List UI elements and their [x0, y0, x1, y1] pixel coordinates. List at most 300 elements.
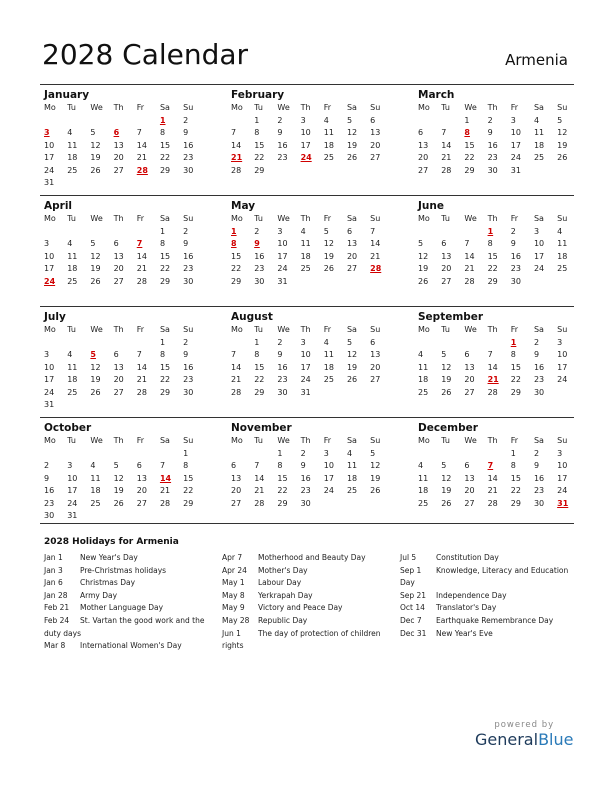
day-cell: 19	[346, 140, 358, 150]
weekday-header: Mo	[418, 103, 430, 112]
weekday-header: We	[277, 436, 290, 445]
day-cell: 6	[346, 226, 353, 236]
empty-cell	[416, 337, 439, 350]
empty-cell	[416, 226, 439, 239]
weekday-header: Su	[183, 214, 194, 223]
weekday-header: Sa	[159, 436, 170, 445]
holiday-date: May 28	[222, 615, 250, 625]
holiday-name: New Year's Day	[80, 553, 138, 562]
day-cell: 1	[464, 115, 470, 125]
day-cell: 4	[90, 461, 96, 470]
holiday-name: The day of protection of children rights	[222, 628, 381, 651]
month-name: August	[231, 311, 273, 323]
weekday-header: Fr	[510, 325, 519, 334]
weekday-header: Fr	[136, 325, 145, 334]
day-cell: 20	[370, 362, 381, 372]
day-cell: 17	[557, 362, 568, 372]
empty-cell	[88, 226, 111, 239]
day-cell: 26	[370, 486, 381, 495]
day-cell: 16	[183, 140, 194, 150]
day-cell: 17	[277, 251, 288, 261]
holiday-date: Feb 21	[44, 603, 70, 613]
holiday-name: International Women's Day	[80, 641, 182, 651]
day-cell: 31	[300, 387, 311, 397]
day-cell: 2	[533, 448, 540, 458]
day-cell: 24	[533, 264, 545, 273]
weekday-header: Tu	[441, 103, 450, 112]
day-cell: 27	[136, 498, 147, 508]
day-cell: 4	[533, 115, 540, 125]
day-cell: 3	[300, 337, 306, 347]
weekday-header: Fr	[323, 103, 332, 112]
day-cell: 14	[136, 251, 147, 261]
day-cell: 1	[254, 115, 260, 125]
holiday-item	[44, 602, 209, 615]
day-cell: 27	[441, 276, 452, 286]
day-cell: 21	[464, 264, 475, 273]
holiday-date: Dec 7	[400, 615, 422, 625]
weekday-header: Th	[113, 325, 124, 334]
weekday-header: Th	[300, 325, 311, 334]
empty-cell	[65, 115, 88, 128]
weekday-header: Su	[370, 103, 381, 112]
day-cell: 4	[557, 226, 563, 236]
day-cell: 28	[441, 165, 452, 175]
weekday-header: Mo	[231, 325, 243, 334]
day-cell: 16	[533, 362, 545, 372]
holiday-item	[222, 552, 387, 565]
day-cell: 10	[510, 128, 521, 137]
day-cell: 23	[510, 264, 521, 273]
day-cell: 15	[510, 362, 521, 372]
day-cell: 12	[113, 473, 124, 483]
holiday-date: Sep 1	[400, 565, 422, 575]
day-cell: 17	[300, 140, 311, 150]
day-cell: 27	[113, 165, 124, 175]
day-cell: 5	[441, 461, 447, 470]
holiday-date: Apr 7	[222, 553, 243, 562]
day-cell: 2	[533, 337, 540, 347]
weekday-header: Tu	[441, 214, 450, 223]
day-cell: 2	[300, 448, 306, 458]
weekday-header: Mo	[44, 214, 56, 223]
day-cell: 16	[533, 473, 545, 483]
day-cell: 8	[159, 128, 166, 137]
weekday-header: Sa	[159, 214, 170, 223]
day-cell: 7	[231, 350, 237, 359]
day-cell: 28	[487, 498, 498, 508]
day-cell: 24	[300, 375, 311, 384]
day-cell: 20	[346, 251, 358, 261]
day-cell: 3	[323, 448, 329, 458]
weekday-header: Fr	[136, 214, 145, 223]
empty-cell	[88, 448, 111, 461]
day-cell: 3	[557, 448, 563, 458]
day-cell: 26	[557, 153, 568, 162]
weekday-header: Sa	[533, 436, 544, 445]
day-cell: 27	[231, 498, 242, 508]
day-cell: 1	[159, 226, 166, 236]
weekday-header: Th	[487, 436, 498, 445]
day-cell: 14	[254, 473, 265, 483]
holiday-name: New Year's Eve	[436, 628, 493, 638]
day-cell: 19	[557, 140, 568, 150]
day-cell: 17	[44, 375, 55, 384]
day-cell: 15	[254, 140, 265, 150]
weekday-header: Sa	[346, 436, 357, 445]
day-cell: 12	[90, 251, 101, 261]
month-row	[40, 417, 574, 528]
month-row	[40, 306, 574, 417]
month-name: October	[44, 422, 92, 434]
empty-cell	[416, 448, 439, 461]
day-cell: 26	[418, 276, 429, 286]
day-cell: 15	[254, 362, 265, 372]
holiday-name: Mother's Day	[258, 565, 308, 575]
day-cell: 28	[136, 387, 147, 397]
day-cell: 20	[136, 486, 147, 495]
day-cell: 26	[441, 498, 452, 508]
day-cell: 19	[370, 473, 381, 483]
day-cell: 26	[346, 153, 358, 162]
holiday-item	[44, 590, 209, 603]
day-cell: 15	[487, 251, 498, 261]
holiday-name: Knowledge, Literacy and Education Day	[400, 565, 569, 588]
month-name: July	[44, 311, 66, 323]
weekday-header: Mo	[44, 103, 56, 112]
day-cell: 8	[510, 461, 516, 470]
weekday-header: Th	[300, 214, 311, 223]
day-cell: 30	[44, 511, 55, 520]
day-cell: 29	[254, 387, 265, 397]
holiday-item	[400, 565, 575, 590]
day-cell: 25	[323, 153, 334, 162]
weekday-header: Th	[300, 103, 311, 112]
holiday-date: Feb 24	[44, 615, 70, 625]
day-cell: 7	[231, 128, 237, 137]
day-cell: 18	[418, 375, 429, 384]
holiday-day-cell: 1	[487, 226, 494, 236]
day-cell: 3	[67, 461, 73, 470]
day-cell: 2	[277, 115, 283, 125]
weekday-header: Th	[487, 103, 498, 112]
day-cell: 16	[183, 362, 194, 372]
day-cell: 29	[510, 498, 521, 508]
weekday-header: We	[90, 436, 103, 445]
weekday-header: Sa	[533, 214, 544, 223]
day-cell: 2	[183, 115, 189, 125]
day-cell: 8	[254, 350, 260, 359]
empty-cell	[42, 115, 65, 128]
day-cell: 6	[370, 115, 376, 125]
empty-cell	[135, 226, 158, 239]
month-name: November	[231, 422, 292, 434]
day-cell: 3	[44, 350, 50, 359]
day-cell: 21	[231, 375, 242, 384]
day-cell: 20	[113, 264, 124, 273]
day-cell: 9	[277, 128, 283, 137]
day-cell: 27	[113, 276, 124, 286]
day-cell: 14	[370, 239, 381, 248]
weekday-header: Su	[183, 325, 194, 334]
holiday-day-cell: 7	[487, 461, 494, 470]
day-cell: 16	[487, 140, 498, 150]
weekday-header: Sa	[159, 103, 170, 112]
holiday-name: Pre-Christmas holidays	[80, 565, 167, 575]
day-cell: 11	[557, 239, 568, 248]
month-march	[414, 85, 574, 195]
day-cell: 24	[67, 498, 78, 508]
day-cell: 16	[277, 362, 288, 372]
day-cell: 29	[159, 165, 171, 175]
month-september	[414, 307, 574, 417]
day-cell: 22	[510, 375, 521, 384]
weekday-header: Su	[370, 214, 381, 223]
day-cell: 5	[323, 226, 329, 236]
day-cell: 6	[136, 461, 142, 470]
day-cell: 25	[67, 165, 78, 175]
day-cell: 15	[159, 140, 171, 150]
empty-cell	[65, 226, 88, 239]
weekday-header: Th	[113, 214, 124, 223]
day-cell: 5	[418, 239, 424, 248]
day-cell: 12	[441, 362, 452, 372]
day-cell: 11	[418, 473, 429, 483]
weekday-header: Sa	[346, 325, 357, 334]
month-december	[414, 418, 574, 528]
day-cell: 9	[487, 128, 493, 137]
holiday-column	[44, 552, 209, 653]
holiday-date: Jun 1	[222, 628, 241, 638]
day-cell: 10	[557, 461, 568, 470]
weekday-header: Mo	[231, 214, 243, 223]
day-cell: 31	[277, 276, 288, 286]
day-cell: 19	[441, 375, 452, 384]
weekday-header: Tu	[441, 436, 450, 445]
weekday-header: Su	[557, 103, 568, 112]
weekday-header: Tu	[254, 103, 263, 112]
day-cell: 26	[441, 387, 452, 397]
day-cell: 8	[183, 461, 189, 470]
day-cell: 23	[254, 264, 265, 273]
day-cell: 5	[370, 448, 376, 458]
month-november	[227, 418, 387, 528]
day-cell: 25	[418, 387, 429, 397]
day-cell: 9	[533, 461, 540, 470]
day-cell: 23	[183, 375, 194, 384]
day-cell: 6	[441, 239, 447, 248]
weekday-header: Th	[487, 214, 498, 223]
day-cell: 29	[231, 276, 242, 286]
weekday-header: We	[277, 325, 290, 334]
day-cell: 31	[510, 165, 521, 175]
holiday-name: Translator's Day	[436, 603, 497, 613]
weekday-header: Fr	[136, 436, 145, 445]
day-cell: 27	[370, 153, 381, 162]
day-cell: 9	[510, 239, 516, 248]
empty-cell	[112, 448, 135, 461]
holiday-day-cell: 24	[44, 276, 56, 286]
month-may	[227, 196, 387, 306]
holiday-day-cell: 21	[487, 375, 499, 384]
day-cell: 13	[418, 140, 429, 150]
day-cell: 25	[418, 498, 429, 508]
day-cell: 3	[557, 337, 563, 347]
holiday-date: Apr 24	[222, 565, 247, 575]
day-cell: 20	[418, 153, 429, 162]
empty-cell	[252, 448, 275, 461]
day-cell: 3	[300, 115, 306, 125]
holiday-name: Earthquake Remembrance Day	[436, 615, 554, 625]
day-cell: 5	[557, 115, 563, 125]
day-cell: 18	[323, 362, 334, 372]
weekday-header: Sa	[346, 214, 357, 223]
day-cell: 18	[557, 251, 568, 261]
day-cell: 15	[231, 251, 242, 261]
day-cell: 25	[67, 276, 78, 286]
month-august	[227, 307, 387, 417]
brand-blue: Blue	[538, 730, 574, 749]
weekday-header: Fr	[323, 214, 332, 223]
empty-cell	[229, 115, 252, 128]
day-cell: 27	[464, 498, 475, 508]
holiday-day-cell: 1	[231, 226, 237, 236]
day-cell: 9	[183, 128, 189, 137]
weekday-header: Mo	[231, 436, 243, 445]
empty-cell	[42, 226, 65, 239]
empty-cell	[486, 337, 509, 350]
empty-cell	[462, 226, 485, 239]
weekday-header: We	[464, 214, 477, 223]
month-june	[414, 196, 574, 306]
day-cell: 24	[44, 165, 55, 175]
day-cell: 7	[159, 461, 166, 470]
day-cell: 12	[90, 140, 101, 150]
holiday-item	[44, 640, 209, 653]
day-cell: 2	[510, 226, 516, 236]
holiday-item	[222, 602, 387, 615]
holiday-day-cell: 5	[90, 350, 96, 359]
weekday-header: Mo	[44, 436, 56, 445]
holiday-name: Yerkrapah Day	[258, 590, 313, 600]
holiday-name: Mother Language Day	[80, 603, 164, 613]
month-name: September	[418, 311, 484, 323]
month-name: December	[418, 422, 478, 434]
day-cell: 30	[277, 387, 288, 397]
weekday-header: Th	[487, 325, 498, 334]
day-cell: 28	[159, 498, 171, 508]
day-cell: 3	[44, 239, 50, 248]
day-cell: 25	[323, 375, 334, 384]
day-cell: 16	[254, 251, 265, 261]
holiday-date: Jan 28	[44, 590, 68, 600]
day-cell: 21	[254, 486, 265, 495]
day-cell: 26	[90, 165, 101, 175]
day-cell: 18	[346, 473, 358, 483]
day-cell: 26	[90, 387, 101, 397]
day-cell: 23	[277, 375, 288, 384]
day-cell: 14	[441, 140, 452, 150]
day-cell: 14	[487, 362, 498, 372]
day-cell: 23	[533, 486, 545, 495]
day-cell: 12	[90, 362, 101, 372]
day-cell: 28	[136, 276, 147, 286]
day-cell: 7	[136, 128, 142, 137]
day-cell: 10	[67, 473, 78, 483]
month-february	[227, 85, 387, 195]
empty-cell	[112, 337, 135, 350]
day-cell: 15	[159, 362, 171, 372]
day-cell: 22	[231, 264, 242, 273]
holiday-day-cell: 21	[231, 153, 243, 162]
holiday-day-cell: 31	[557, 498, 569, 508]
day-cell: 6	[418, 128, 424, 137]
weekday-header: We	[90, 325, 103, 334]
day-cell: 26	[346, 375, 358, 384]
day-cell: 22	[183, 486, 194, 495]
holiday-item	[222, 628, 387, 653]
day-cell: 26	[113, 498, 124, 508]
day-cell: 3	[510, 115, 516, 125]
empty-cell	[88, 337, 111, 350]
day-cell: 22	[510, 486, 521, 495]
day-cell: 19	[90, 153, 101, 162]
day-cell: 15	[277, 473, 288, 483]
day-cell: 24	[557, 486, 568, 495]
day-cell: 28	[231, 387, 242, 397]
day-cell: 29	[183, 498, 194, 508]
day-cell: 9	[183, 350, 189, 359]
day-cell: 10	[557, 350, 568, 359]
holidays-title: 2028 Holidays for Armenia	[44, 537, 179, 547]
day-cell: 1	[159, 337, 166, 347]
weekday-header: Su	[370, 325, 381, 334]
holiday-item	[400, 552, 575, 565]
day-cell: 7	[464, 239, 470, 248]
empty-cell	[112, 115, 135, 128]
holiday-date: Jan 1	[44, 553, 63, 562]
day-cell: 20	[113, 375, 124, 384]
weekday-header: We	[464, 325, 477, 334]
month-row	[40, 84, 574, 195]
day-cell: 14	[231, 362, 242, 372]
empty-cell	[439, 115, 462, 128]
day-cell: 18	[90, 486, 101, 495]
day-cell: 11	[346, 461, 358, 470]
day-cell: 23	[183, 264, 194, 273]
day-cell: 11	[67, 362, 78, 372]
day-cell: 21	[487, 486, 498, 495]
day-cell: 22	[159, 375, 171, 384]
holiday-item	[44, 577, 209, 590]
empty-cell	[135, 337, 158, 350]
day-cell: 8	[159, 239, 166, 248]
day-cell: 19	[90, 264, 101, 273]
day-cell: 10	[44, 140, 55, 150]
holiday-day-cell: 14	[159, 473, 172, 483]
empty-cell	[42, 448, 65, 461]
day-cell: 31	[44, 400, 55, 409]
day-cell: 12	[323, 239, 334, 248]
day-cell: 9	[300, 461, 306, 470]
day-cell: 7	[441, 128, 447, 137]
month-name: April	[44, 200, 73, 212]
day-cell: 11	[90, 473, 101, 483]
weekday-header: Sa	[533, 325, 544, 334]
day-cell: 20	[464, 486, 475, 495]
day-cell: 19	[323, 251, 334, 261]
day-cell: 22	[254, 153, 265, 162]
